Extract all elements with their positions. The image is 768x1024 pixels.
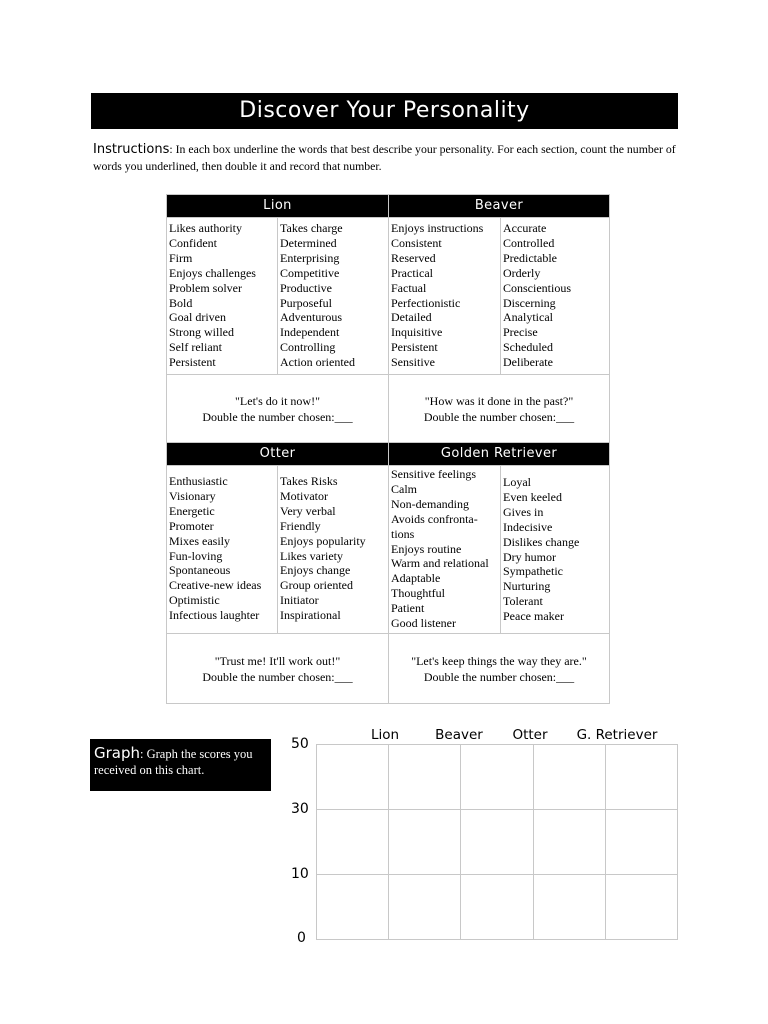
instructions-text: : In each box underline the words that best describe your personality. For each section, count the number of words you underlined, then double it and record that number. — [93, 142, 676, 173]
lion-header: Lion — [167, 195, 388, 217]
beaver-quote: "How was it done in the past?" — [424, 394, 574, 408]
beaver-column-2 — [500, 218, 610, 374]
graph-column-beaver: Beaver — [435, 727, 483, 743]
otter-header: Otter — [167, 443, 388, 465]
trait-word[interactable]: Tolerant — [503, 594, 543, 609]
beaver-column-1 — [389, 218, 500, 374]
trait-word[interactable]: Strong willed — [169, 325, 234, 340]
trait-word[interactable]: Conscientious — [503, 280, 571, 295]
beaver-section — [388, 194, 610, 445]
trait-word[interactable]: Factual — [391, 280, 427, 295]
trait-word[interactable]: Very verbal — [280, 503, 336, 518]
golden-retriever-column-1 — [389, 466, 500, 633]
trait-word[interactable]: Takes Risks — [280, 474, 338, 488]
trait-word[interactable]: Confident — [169, 235, 217, 250]
trait-word[interactable]: Inspirational — [280, 608, 341, 623]
trait-word[interactable]: Accurate — [503, 221, 547, 235]
trait-word[interactable]: Initiator — [280, 593, 319, 608]
beaver-header: Beaver — [389, 195, 609, 217]
graph-column-lion: Lion — [370, 727, 400, 743]
trait-word[interactable]: Firm — [169, 250, 193, 265]
golden-retriever-header: Golden Retriever — [389, 443, 609, 465]
trait-word[interactable]: Fun-loving — [169, 548, 223, 563]
trait-word[interactable]: Inquisitive — [391, 325, 443, 340]
graph-frame — [317, 745, 678, 940]
trait-word[interactable]: Thoughtful — [391, 586, 445, 601]
graph-y-tick-0: 0 — [297, 930, 306, 946]
otter-footer — [167, 633, 388, 705]
beaver-footer — [389, 374, 609, 427]
trait-word[interactable]: Precise — [503, 325, 538, 340]
trait-word[interactable]: Consistent — [391, 235, 442, 250]
graph-text: : Graph the scores you received on this chart. — [94, 747, 253, 777]
trait-word[interactable]: Persistent — [391, 340, 438, 355]
golden-retriever-word-list — [389, 465, 609, 633]
trait-word[interactable]: Visionary — [169, 488, 216, 503]
trait-word[interactable]: Enthusiastic — [169, 474, 228, 488]
trait-word[interactable]: Friendly — [280, 518, 321, 533]
trait-word[interactable]: Gives in — [503, 504, 544, 519]
trait-word[interactable]: Detailed — [391, 310, 432, 325]
lion-column-2 — [277, 218, 389, 374]
trait-word[interactable]: Calm — [391, 481, 417, 496]
graph-column-otter: Otter — [512, 727, 548, 743]
trait-word[interactable]: Warm and relational — [391, 556, 489, 571]
graph-y-tick-50: 50 — [291, 736, 309, 752]
trait-word[interactable]: Loyal — [503, 475, 531, 489]
trait-word[interactable]: Motivator — [280, 488, 328, 503]
golden-retriever-column-2 — [500, 466, 610, 633]
trait-word[interactable]: Sensitive feelings — [391, 467, 476, 481]
trait-word[interactable]: Enterprising — [280, 250, 340, 265]
trait-word[interactable]: Even keeled — [503, 489, 562, 504]
trait-word[interactable]: tions — [391, 526, 415, 541]
trait-word[interactable]: Adventurous — [280, 310, 342, 325]
lion-quote: "Let's do it now!" — [235, 394, 320, 408]
trait-word[interactable]: Sensitive — [391, 355, 435, 370]
trait-word[interactable]: Enjoys change — [280, 563, 351, 578]
graph-y-tick-30: 30 — [291, 801, 309, 817]
trait-word[interactable]: Mixes easily — [169, 533, 230, 548]
trait-word[interactable]: Controlled — [503, 235, 555, 250]
trait-word[interactable]: Discerning — [503, 295, 556, 310]
trait-word[interactable]: Avoids confronta- — [391, 511, 478, 526]
golden-retriever-footer — [389, 633, 609, 705]
trait-word[interactable]: Takes charge — [280, 221, 343, 235]
trait-word[interactable]: Likes authority — [169, 221, 242, 235]
trait-word[interactable]: Persistent — [169, 355, 216, 370]
trait-word[interactable]: Bold — [169, 295, 193, 310]
instructions-lead: Instructions — [93, 142, 170, 157]
instructions — [93, 141, 683, 174]
graph-lead: Graph — [94, 744, 141, 762]
trait-word[interactable]: Deliberate — [503, 355, 553, 370]
golden-retriever-quote: "Let's keep things the way they are." — [411, 654, 587, 668]
trait-word[interactable]: Spontaneous — [169, 563, 231, 578]
trait-word[interactable]: Independent — [280, 325, 340, 340]
trait-word[interactable]: Enjoys popularity — [280, 533, 366, 548]
lion-word-list — [167, 217, 388, 374]
beaver-double-prompt: Double the number chosen:___ — [423, 410, 575, 424]
trait-word[interactable]: Adaptable — [391, 571, 441, 586]
trait-word[interactable]: Predictable — [503, 250, 557, 265]
golden-retriever-double-prompt: Double the number chosen:___ — [423, 670, 575, 684]
trait-word[interactable]: Reserved — [391, 250, 436, 265]
trait-word[interactable]: Optimistic — [169, 593, 220, 608]
graph-column-g-retriever: G. Retriever — [576, 727, 658, 743]
trait-word[interactable]: Infectious laughter — [169, 608, 260, 623]
otter-column-2 — [277, 466, 389, 633]
trait-word[interactable]: Enjoys routine — [391, 541, 462, 556]
trait-word[interactable]: Nurturing — [503, 579, 551, 594]
otter-section — [166, 442, 389, 704]
graph-instructions — [90, 739, 271, 791]
otter-quote: "Trust me! It'll work out!" — [214, 654, 341, 668]
otter-double-prompt: Double the number chosen:___ — [202, 670, 353, 684]
trait-word[interactable]: Dry humor — [503, 549, 556, 564]
trait-word[interactable]: Peace maker — [503, 609, 564, 624]
lion-footer — [167, 374, 388, 427]
trait-word[interactable]: Likes variety — [280, 548, 343, 563]
trait-word[interactable]: Practical — [391, 265, 433, 280]
trait-word[interactable]: Problem solver — [169, 280, 242, 295]
trait-word[interactable]: Sympathetic — [503, 564, 563, 579]
trait-word[interactable]: Purposeful — [280, 295, 332, 310]
trait-word[interactable]: Dislikes change — [503, 534, 580, 549]
trait-word[interactable]: Scheduled — [503, 340, 553, 355]
trait-word[interactable]: Promoter — [169, 518, 214, 533]
lion-double-prompt: Double the number chosen:___ — [202, 410, 353, 424]
trait-word[interactable]: Action oriented — [280, 355, 355, 370]
lion-column-1 — [167, 218, 277, 374]
page-title: Discover Your Personality — [91, 93, 678, 129]
trait-word[interactable]: Perfectionistic — [391, 295, 461, 310]
trait-word[interactable]: Determined — [280, 235, 337, 250]
trait-word[interactable]: Energetic — [169, 503, 215, 518]
trait-word[interactable]: Enjoys instructions — [391, 221, 484, 235]
trait-word[interactable]: Patient — [391, 601, 425, 616]
golden-retriever-section — [388, 442, 610, 704]
trait-word[interactable]: Non-demanding — [391, 496, 469, 511]
trait-word[interactable]: Controlling — [280, 340, 336, 355]
graph-y-tick-10: 10 — [291, 866, 309, 882]
trait-word[interactable]: Goal driven — [169, 310, 226, 325]
lion-section — [166, 194, 389, 445]
trait-word[interactable]: Enjoys challenges — [169, 265, 256, 280]
otter-column-1 — [167, 466, 277, 633]
trait-word[interactable]: Competitive — [280, 265, 340, 280]
trait-word[interactable]: Self reliant — [169, 340, 222, 355]
trait-word[interactable]: Good listener — [391, 616, 456, 631]
score-graph-grid — [316, 744, 680, 942]
otter-word-list — [167, 465, 388, 633]
trait-word[interactable]: Productive — [280, 280, 332, 295]
beaver-word-list — [389, 217, 609, 374]
trait-word[interactable]: Indecisive — [503, 519, 553, 534]
trait-word[interactable]: Creative-new ideas — [169, 578, 262, 593]
trait-word[interactable]: Analytical — [503, 310, 553, 325]
trait-word[interactable]: Orderly — [503, 265, 541, 280]
trait-word[interactable]: Group oriented — [280, 578, 353, 593]
